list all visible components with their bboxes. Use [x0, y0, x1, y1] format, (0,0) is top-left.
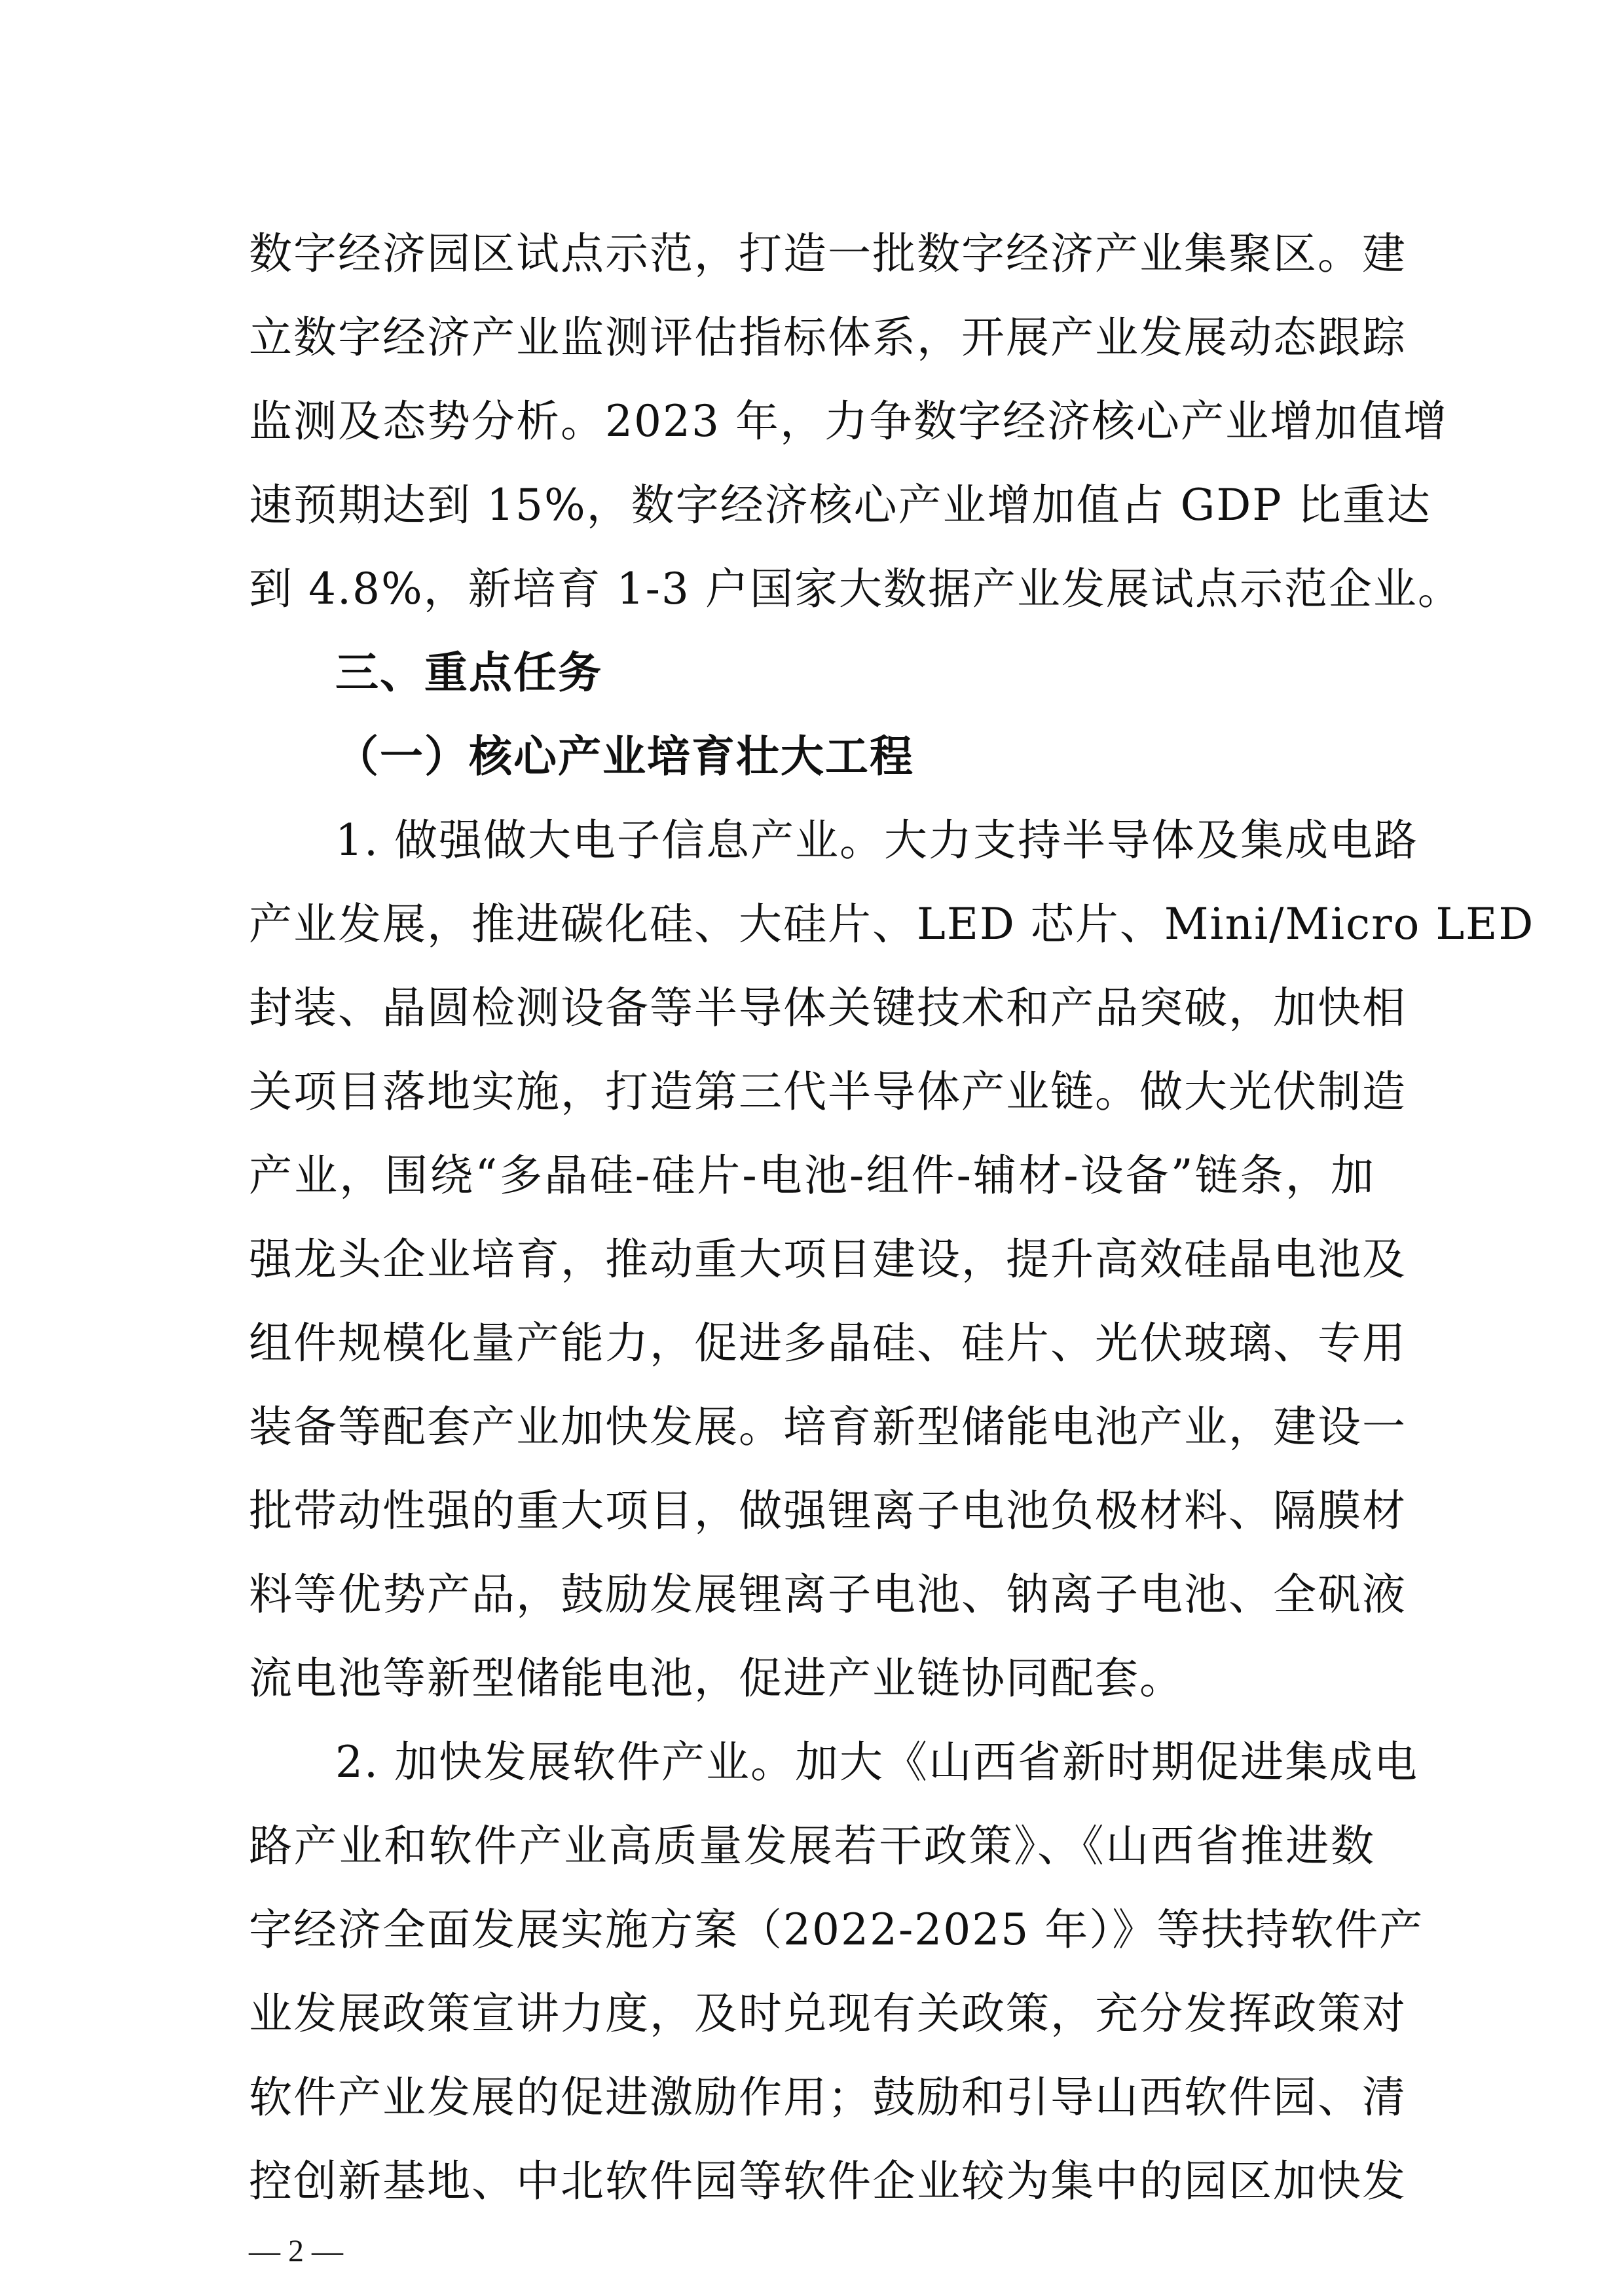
paragraph-line: 组件规模化量产能力，促进多晶硅、硅片、光伏玻璃、专用: [249, 1318, 1407, 1368]
section-heading: 三、重点任务: [335, 647, 602, 698]
paragraph-line: 立数字经济产业监测评估指标体系，开展产业发展动态跟踪: [249, 312, 1407, 363]
paragraph-line: 软件产业发展的促进激励作用；鼓励和引导山西软件园、清: [249, 2072, 1407, 2123]
paragraph-line: 封装、晶圆检测设备等半导体关键技术和产品突破，加快相: [249, 983, 1407, 1033]
paragraph-line: 到 4.8%，新培育 1-3 户国家大数据产业发展试点示范企业。: [249, 564, 1462, 614]
paragraph-line: 产业发展，推进碳化硅、大硅片、LED 芯片、Mini/Micro LED: [249, 899, 1535, 949]
paragraph-line: 字经济全面发展实施方案（2022-2025 年）》等扶持软件产: [249, 1904, 1424, 1955]
paragraph-line: 控创新基地、中北软件园等软件企业较为集中的园区加快发: [249, 2156, 1407, 2206]
item-1-first-line: 1. 做强做大电子信息产业。大力支持半导体及集成电路: [335, 815, 1418, 866]
paragraph-line: 装备等配套产业加快发展。培育新型储能电池产业，建设一: [249, 1402, 1407, 1452]
paragraph-line: 流电池等新型储能电池，促进产业链协同配套。: [249, 1653, 1184, 1704]
paragraph-line: 路产业和软件产业高质量发展若干政策》、《山西省推进数: [249, 1821, 1375, 1871]
paragraph-line: 业发展政策宣讲力度，及时兑现有关政策，充分发挥政策对: [249, 1988, 1407, 2039]
paragraph-line: 监测及态势分析。2023 年，力争数字经济核心产业增加值增: [249, 396, 1448, 446]
paragraph-line: 关项目落地实施，打造第三代半导体产业链。做大光伏制造: [249, 1066, 1407, 1117]
paragraph-line: 批带动性强的重大项目，做强锂离子电池负极材料、隔膜材: [249, 1485, 1407, 1536]
item-2-first-line: 2. 加快发展软件产业。加大《山西省新时期促进集成电: [335, 1737, 1418, 1787]
paragraph-line: 强龙头企业培育，推动重大项目建设，提升高效硅晶电池及: [249, 1234, 1407, 1285]
paragraph-line: 料等优势产品，鼓励发展锂离子电池、钠离子电池、全矾液: [249, 1569, 1407, 1620]
paragraph-line: 数字经济园区试点示范，打造一批数字经济产业集聚区。建: [249, 228, 1407, 279]
paragraph-line: 产业，围绕“多晶硅-硅片-电池-组件-辅材-设备”链条，加: [249, 1150, 1375, 1201]
page-number: — 2 —: [249, 2234, 343, 2269]
paragraph-line: 速预期达到 15%，数字经济核心产业增加值占 GDP 比重达: [249, 480, 1431, 530]
subsection-heading: （一）核心产业培育壮大工程: [335, 731, 914, 782]
